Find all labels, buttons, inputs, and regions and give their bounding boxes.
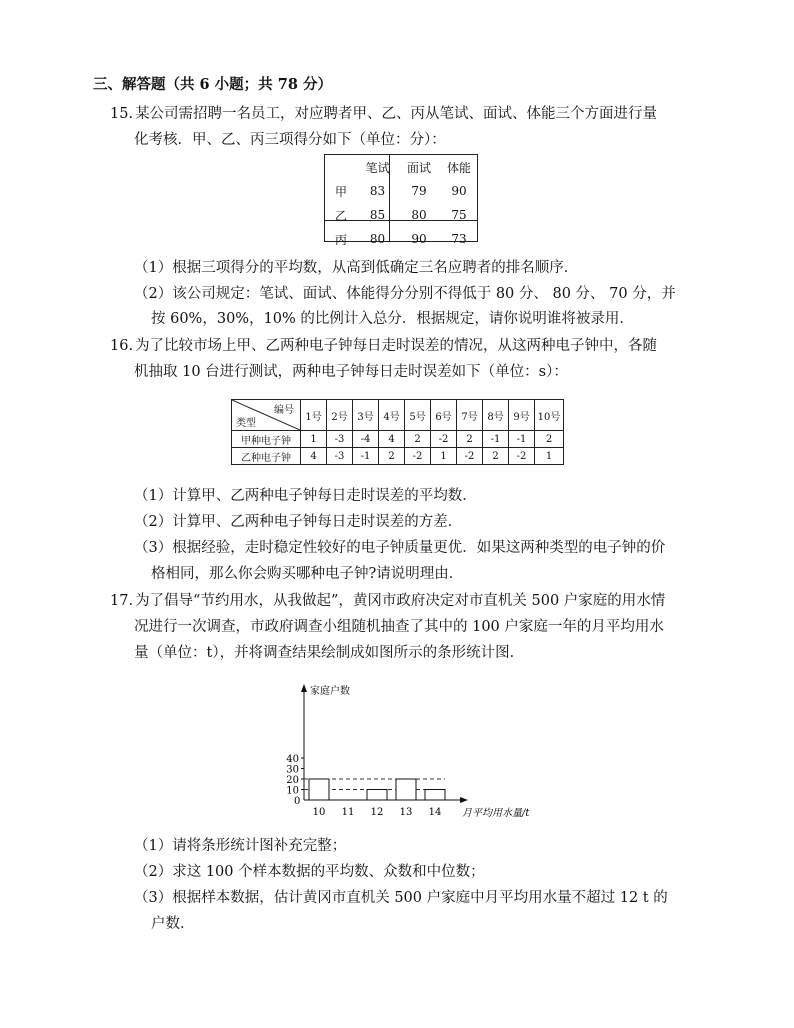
table-cell: 2 xyxy=(457,431,483,448)
q15-sub-2a: （2）该公司规定：笔试、面试、体能得分分别不得低于 80 分、 80 分、 70 分，并 xyxy=(134,286,676,302)
table-row-label: 甲种电子钟 xyxy=(232,431,301,448)
y-tick-label: 20 xyxy=(286,775,299,786)
x-tick-label: 14 xyxy=(428,807,442,818)
y-axis-arrow xyxy=(301,684,307,692)
table-cell: -3 xyxy=(327,431,353,448)
y-tick-label: 40 xyxy=(286,754,299,765)
table-header-cell: 1号 xyxy=(301,400,327,431)
table-cell: -1 xyxy=(353,448,379,465)
q15-sub-2b: 按 60%，30%，10% 的比例计入总分．根据规定，请你说明谁将被录用． xyxy=(151,311,634,327)
bar xyxy=(367,790,387,801)
table-cell: 甲 xyxy=(334,184,347,199)
table-row xyxy=(232,431,564,448)
table-header-cell: 8号 xyxy=(483,400,509,431)
q16-line-1 xyxy=(110,336,657,356)
table-cell: -3 xyxy=(327,448,353,465)
q16-sub-3b: 格相同，那么你会购买哪种电子钟?请说明理由． xyxy=(151,566,464,582)
table-cell: -1 xyxy=(509,431,535,448)
table-cell: 2 xyxy=(535,431,564,448)
corner-top-label: 编号 xyxy=(274,405,294,416)
q17-line-1 xyxy=(110,591,665,611)
x-tick-label: 12 xyxy=(370,807,384,818)
q16-sub-2: （2）计算甲、乙两种电子钟每日走时误差的方差． xyxy=(134,514,463,530)
q15-line-2: 化考核．甲、乙、丙三项得分如下（单位：分）： xyxy=(134,132,446,148)
table-cell: -2 xyxy=(457,448,483,465)
origin-label: 0 xyxy=(294,796,301,807)
bar xyxy=(309,779,329,800)
table-header-cell: 面试 xyxy=(406,160,431,175)
table-corner-cell xyxy=(232,400,301,431)
q17-line-3: 量（单位：t），并将调查结果绘制成如图所示的条形统计图． xyxy=(134,645,525,661)
table-header-row xyxy=(232,400,564,431)
table-header-cell: 6号 xyxy=(431,400,457,431)
q16-line-2: 机抽取 10 台进行测试，两种电子钟每日走时误差如下（单位：s）： xyxy=(134,364,568,380)
section-title: 三、解答题（共 6 小题；共 78 分） xyxy=(93,76,332,93)
table-cell: 79 xyxy=(411,184,427,198)
table-cell: 75 xyxy=(451,208,467,222)
table-header-cell: 5号 xyxy=(405,400,431,431)
q15-text-1: 某公司需招聘一名员工，对应聘者甲、乙、丙从笔试、面试、体能三个方面进行量 xyxy=(135,106,658,122)
water-usage-bar-chart xyxy=(282,676,542,821)
x-tick-label: 10 xyxy=(312,807,326,818)
table-header-row xyxy=(326,155,479,179)
bar xyxy=(425,790,445,801)
table-cell: 2 xyxy=(379,448,405,465)
table-cell: 85 xyxy=(369,208,386,222)
q17-sub-1: （1）请将条形统计图补充完整； xyxy=(134,838,347,854)
table-cell: 丙 xyxy=(334,232,347,247)
q15-number: 15. xyxy=(110,106,134,122)
table-row xyxy=(326,203,479,227)
table-cell: 1 xyxy=(431,448,457,465)
table-header-cell: 9号 xyxy=(509,400,535,431)
table-cell: -2 xyxy=(405,448,431,465)
table-cell: 80 xyxy=(369,232,386,246)
table-cell: 2 xyxy=(483,448,509,465)
table-header-cell: 体能 xyxy=(446,160,471,175)
q17-sub-2: （2）求这 100 个样本数据的平均数、众数和中位数； xyxy=(134,864,485,880)
table-cell: -2 xyxy=(509,448,535,465)
y-tick-label: 30 xyxy=(286,764,299,776)
table-cell: -4 xyxy=(353,431,379,448)
table-row xyxy=(326,179,479,203)
q17-text-1: 为了倡导“节约用水，从我做起”，黄冈市政府决定对市直机关 500 户家庭的用水情 xyxy=(135,593,666,609)
table-cell: -1 xyxy=(483,431,509,448)
table-header-cell: 4号 xyxy=(379,400,405,431)
q15-score-table xyxy=(326,155,479,251)
y-tick-label: 10 xyxy=(286,785,299,797)
q16-sub-1: （1）计算甲、乙两种电子钟每日走时误差的平均数． xyxy=(134,488,477,504)
table-header-cell: 2号 xyxy=(327,400,353,431)
table-header-cell: 笔试 xyxy=(365,160,390,175)
table-cell: 80 xyxy=(411,208,427,222)
table-row xyxy=(326,227,479,251)
q16-text-1: 为了比较市场上甲、乙两种电子钟每日走时误差的情况，从这两种电子钟中，各随 xyxy=(135,338,658,354)
x-tick-label: 11 xyxy=(341,807,355,818)
x-tick-label: 13 xyxy=(399,807,413,818)
q15-line-1 xyxy=(110,104,657,124)
q16-error-table xyxy=(231,399,564,465)
table-cell: 83 xyxy=(369,184,386,198)
q17-sub-3a: （3）根据样本数据，估计黄冈市直机关 500 户家庭中月平均用水量不超过 12 t 的 xyxy=(134,890,668,906)
table-row-label: 乙种电子钟 xyxy=(232,448,301,465)
table-cell: -2 xyxy=(431,431,457,448)
table-cell: 1 xyxy=(301,431,327,448)
table-header-cell: 3号 xyxy=(353,400,379,431)
q16-sub-3a: （3）根据经验，走时稳定性较好的电子钟质量更优．如果这两种类型的电子钟的价 xyxy=(134,540,666,556)
table-cell: 4 xyxy=(379,431,405,448)
q17-line-2: 况进行一次调查，市政府调查小组随机抽查了其中的 100 户家庭一年的月平均用水 xyxy=(134,619,664,635)
table-cell: 73 xyxy=(451,232,467,246)
table-cell: 乙 xyxy=(334,208,347,223)
q15-sub-1: （1）根据三项得分的平均数，从高到低确定三名应聘者的排名顺序． xyxy=(134,260,579,276)
x-axis-label: 月平均用水量/t xyxy=(462,808,530,819)
q16-number: 16. xyxy=(110,338,134,354)
table-cell: 4 xyxy=(301,448,327,465)
table-row xyxy=(232,448,564,465)
q17-number: 17. xyxy=(110,593,134,609)
table-header-cell: 10号 xyxy=(535,400,564,431)
y-axis-label: 家庭户数 xyxy=(310,686,350,697)
x-axis-arrow xyxy=(460,797,468,803)
bar xyxy=(396,779,416,800)
corner-bottom-label: 类型 xyxy=(236,418,256,429)
q17-sub-3b: 户数． xyxy=(151,916,195,932)
table-cell: 2 xyxy=(405,431,431,448)
table-cell: 1 xyxy=(535,448,564,465)
table-header-cell: 7号 xyxy=(457,400,483,431)
table-cell: 90 xyxy=(411,232,427,246)
table-header-cell xyxy=(326,155,356,179)
table-cell: 90 xyxy=(451,184,467,198)
